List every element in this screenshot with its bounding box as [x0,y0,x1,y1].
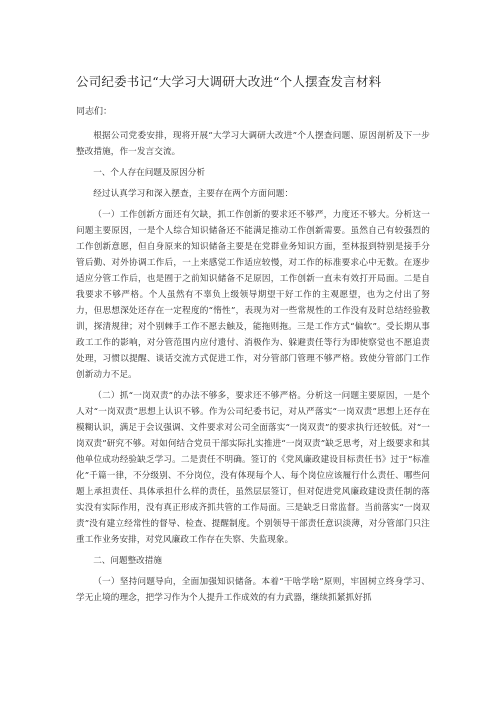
problem-2-paragraph: （二）抓“一岗双责”的办法不够多，要求还不够严格。分析这一问题主要原因，一是个人对“一岗双责”思想上认识不够。作为公司纪委书记，对从严落实“一岗双责”思想上还存在模糊认识，满足于会议强调、文件要求对公司全面落实“一岗双责”的要求执行还较低。对“一岗双责”研究不够。对如何结合党员干部实际扎实推进“一岗双责”缺乏思考，对上级要求和其他单位成功经验缺乏学习。二是责任不明确。签订的《党风廉政建设目标责任书》过于“标准化”千篇一律，不分级别、不分岗位，没有体现每个人、每个岗位应该履行什么责任、哪些问题上承担责任、具体承担什么样的责任，虽然层层签订，但对促进党风廉政建设责任制的落实没有实际作用，没有真正形成齐抓共管的工作局面。三是缺乏日常监督。当前落实“一岗双责”没有建立经常性的督导、检查、提醒制度。个别领导干部责任意识淡薄，对分管部门只注重工作业务安排，对党风廉政工作存在失察、失监现象。 [76,391,430,545]
document-title: 公司纪委书记“大学习大调研大改进“个人摆查发言材料 [76,74,382,89]
section-1-lead: 经过认真学习和深入摆查，主要存在两个方面问题： [93,189,294,199]
section-1-heading: 一、个人存在问题及原因分析 [93,168,205,178]
section-2-heading: 二、问题整改措施 [93,556,162,566]
problem-1-paragraph: （一）工作创新方面还有欠缺，抓工作创新的要求还不够严，力度还不够大。分析这一问题主要原因，一是个人综合知识储备还不能满足推动工作创新需要。虽然自己有较强烈的工作创新意愿，但自身原来的知识储备主要是在党群业务知识方面，至林报到特别是接手分管后勤、对外协调工作后，一上来感觉工作适应较慢，对工作的标准要求心中无数。在逐步适应分管工作后，也是囿于之前知识储备不足原因，工作创新一直未有效打开局面。二是自我要求不够严格。个人虽然有不辜负上级领导期望干好工作的主观愿望，也为之付出了努力，但思想深处还存在一定程度的“惰性”，表现为对一些常规性的工作没有及时总结经验教训，探清规律；对个别棘手工作不愿去触及，能拖则拖。三是工作方式“偏软”。受长期从事政工工作的影响，对分管范围内应付遗付、消极作为、躲避责任等行为即使察觉也不愿追责处理，习惯以提醒、谈话交流方式促进工作，对分管部门管理不够严格。致使分管部门工作创新动力不足。 [76,210,430,380]
measure-1-paragraph: （一）坚持问题导向，全面加强知识储备。本着“干啥学啥”原则，牢固树立终身学习、学无止境的理念，把学习作为个人提升工作成效的有力武器，继续抓紧抓好抓 [76,577,430,603]
intro-paragraph: 根据公司党委安排，现将开展“大学习大调研大改进”个人摆查问题、原因剖析及下一步整改措施，作一发言交流。 [76,131,430,157]
salutation: 同志们： [76,107,113,117]
